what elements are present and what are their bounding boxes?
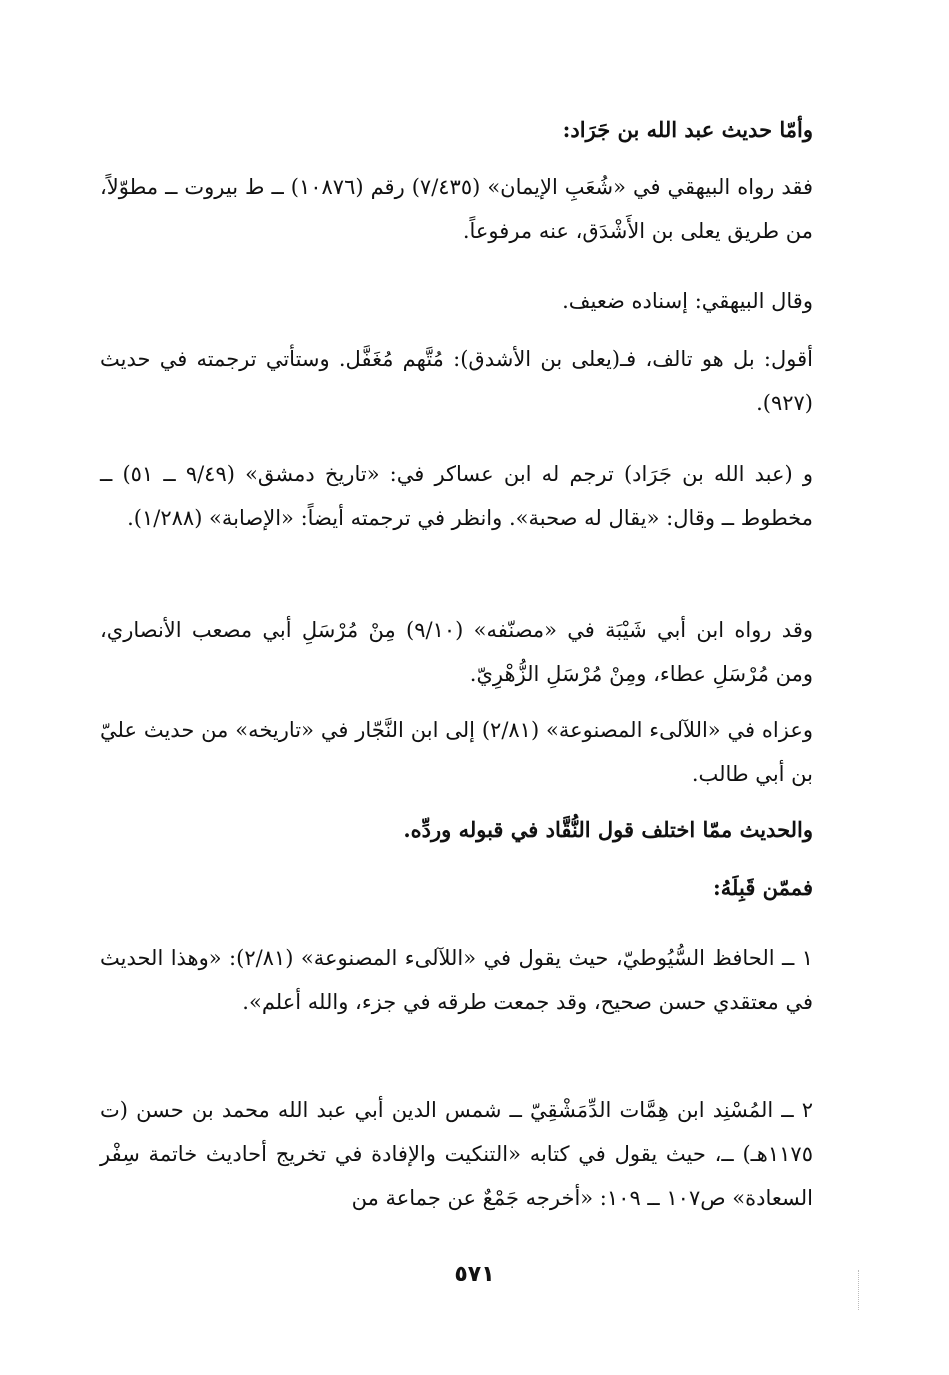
- paragraph-accepters-heading: فممّن قَبِلَهُ:: [713, 875, 813, 900]
- paragraph-author-comment: أقول: بل هو تالف، فـ(يعلى بن الأشدق): مُتَّهم مُغَفَّل. وستأتي ترجمته في حديث (٩٢٧).: [100, 347, 813, 415]
- paragraph-critics-differ: والحديث ممّا اختلف قول النُّقَّاد في قبوله وردِّه.: [403, 817, 813, 842]
- paragraph-bayhaqi-verdict: وقال البيهقي: إسناده ضعيف.: [562, 289, 813, 313]
- paragraph-ibn-hummat: ٢ ــ المُسْنِد ابن هِمَّات الدِّمَشْقِيّ ــ شمس الدين أبي عبد الله محمد بن حسن (ت ١١٧٥هـ) ــ، حيث يقول في كتابه «التنكيت والإفادة في تخريج أحاديث خاتمة سِفْر السعادة» ص١٠٧ ــ ١٠٩: «أخرجه جَمْعٌ عن جماعة من: [100, 1098, 813, 1210]
- paragraph-heading-abdullah-jarad: وأمّا حديث عبد الله بن جَرَاد:: [562, 117, 813, 142]
- paragraph-bayhaqi-narration: فقد رواه البيهقي في «شُعَبِ الإيمان» (٧/٤٣٥) رقم (١٠٨٧٦) ــ ط بيروت ــ مطوّلاً، من طريق يعلى بن الأَشْدَق، عنه مرفوعاً.: [100, 175, 814, 243]
- scan-edge-divider: [858, 1270, 859, 1310]
- paragraph-ibn-asakir: و (عبد الله بن جَرَاد) ترجم له ابن عساكر في: «تاريخ دمشق» (٩/٤٩ ــ ٥١) ــ مخطوط ــ وقال: «يقال له صحبة». وانظر في ترجمته أيضاً: «الإصابة» (١/٢٨٨).: [100, 462, 813, 530]
- paragraph-ibn-abi-shayba: وقد رواه ابن أبي شَيْبَة في «مصنّفه» (٩/١٠) مِنْ مُرْسَلِ أبي مصعب الأنصاري، ومن مُرْسَلِ عطاء، ومِنْ مُرْسَلِ الزُّهْرِيّ.: [100, 618, 813, 686]
- page-number: ٥٧١: [454, 1262, 495, 1287]
- paragraph-suyuti: ١ ــ الحافظ السُّيُوطيّ، حيث يقول في «اللآلىء المصنوعة» (٢/٨١): «وهذا الحديث في معتقدي حسن صحيح، وقد جمعت طرقه في جزء، والله أعلم».: [100, 946, 814, 1014]
- paragraph-ibn-najjar: وعزاه في «اللآلىء المصنوعة» (٢/٨١) إلى ابن النَّجّار في «تاريخه» من حديث عليّ بن أبي طالب.: [100, 718, 813, 786]
